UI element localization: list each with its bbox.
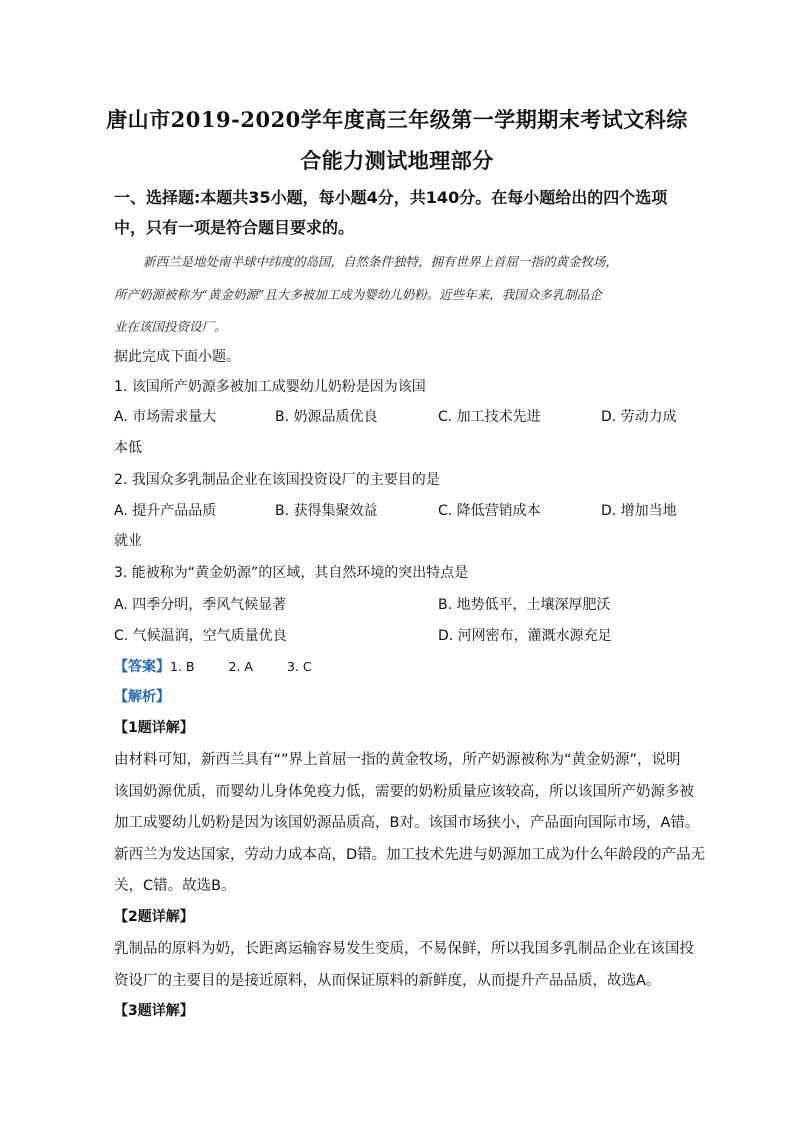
question-1-option-d: D. 劳动力成	[601, 409, 677, 425]
page-title-line-1: 唐山市2019-2020学年度高三年级第一学期期末考试文科综	[106, 107, 688, 132]
q1-analysis-heading: 【1题详解】	[114, 720, 194, 736]
question-1-option-b: B. 奶源品质优良	[275, 409, 378, 425]
question-2-option-c: C. 降低营销成本	[438, 503, 541, 519]
answer-item-1: 1. B	[170, 659, 195, 674]
question-1-option-a: A. 市场需求量大	[114, 409, 217, 425]
question-2-option-b: B. 获得集聚效益	[275, 503, 378, 519]
page-title-line-2: 合能力测试地理部分	[300, 148, 494, 173]
question-3-option-c: C. 气候温润，空气质量优良	[114, 628, 287, 644]
q1-analysis-line-3: 加工成婴幼儿奶粉是因为该国奶源品质高，B对。该国市场狭小，产品面向国际市场，A错。	[114, 815, 700, 831]
answer-item-2: 2. A	[228, 659, 253, 674]
analysis-tag: 【解析】	[114, 689, 170, 705]
material-line-2: 所产奶源被称为“黄金奶源”且大多被加工成为婴幼儿奶粉。近些年来，我国众多乳制品企	[114, 287, 602, 302]
section-heading-line-1: 一、选择题:本题共35小题，每小题4分，共140分。在每小题给出的四个选项	[114, 188, 668, 207]
question-2-stem: 2. 我国众多乳制品企业在该国投资设厂的主要目的是	[114, 472, 440, 488]
answer-tag: 【答案】	[114, 659, 170, 675]
material-line-3: 业在该国投资设厂。	[114, 319, 227, 334]
q1-analysis-line-1: 由材料可知，新西兰具有“”界上首屈一指的黄金牧场，所产奶源被称为“黄金奶源”，说明	[114, 752, 681, 768]
q1-analysis-line-4: 新西兰为发达国家，劳动力成本高，D错。加工技术先进与奶源加工成为什么年龄段的产品无	[114, 847, 706, 863]
q1-analysis-line-5: 关，C错。故选B。	[114, 878, 236, 894]
question-1-stem: 1. 该国所产奶源多被加工成婴幼儿奶粉是因为该国	[114, 379, 426, 395]
q2-analysis-heading: 【2题详解】	[114, 909, 194, 925]
question-2-option-a: A. 提升产品品质	[114, 503, 217, 519]
question-1-option-d-wrap: 本低	[114, 440, 142, 456]
question-3-option-d: D. 河网密布，灌溉水源充足	[438, 628, 612, 644]
answer-item-3: 3. C	[286, 659, 312, 674]
question-3-option-a: A. 四季分明，季风气候显著	[114, 597, 287, 613]
section-heading-line-2: 中，只有一项是符合题目要求的。	[114, 218, 355, 237]
question-3-option-b: B. 地势低平，土壤深厚肥沃	[438, 597, 611, 613]
q2-analysis-line-1: 乳制品的原料为奶，长距离运输容易发生变质，不易保鲜，所以我国多乳制品企业在该国投	[114, 941, 694, 957]
q2-analysis-line-2: 资设厂的主要目的是接近原料，从而保证原料的新鲜度，从而提升产品品质，故选A。	[114, 973, 661, 989]
material-line-1: 新西兰是地处南半球中纬度的岛国，自然条件独特，拥有世界上首屈一指的黄金牧场，	[143, 254, 619, 269]
question-2-option-d: D. 增加当地	[601, 503, 677, 519]
question-3-stem: 3. 能被称为“黄金奶源”的区域，其自然环境的突出特点是	[114, 565, 469, 581]
q3-analysis-heading: 【3题详解】	[114, 1003, 194, 1019]
question-1-option-c: C. 加工技术先进	[438, 409, 541, 425]
answer-row	[114, 656, 346, 676]
answer-items	[170, 659, 346, 674]
q1-analysis-line-2: 该国奶源优质，而婴幼儿身体免疫力低，需要的奶粉质量应该较高，所以该国所产奶源多被	[114, 784, 694, 800]
instruction-text: 据此完成下面小题。	[114, 349, 240, 365]
question-2-option-d-wrap: 就业	[114, 533, 142, 549]
